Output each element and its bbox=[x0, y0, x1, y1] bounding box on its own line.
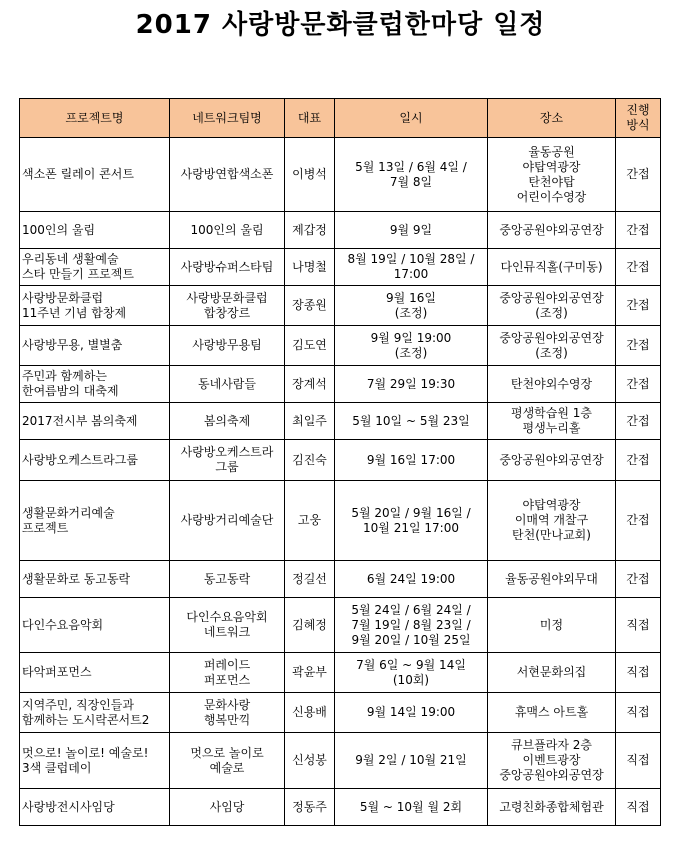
cell-team-text: 사랑방연합색소폰 bbox=[180, 167, 274, 181]
cell-mode bbox=[616, 693, 661, 733]
cell-date-text: 7월 29일 19:30 bbox=[366, 376, 456, 391]
cell-team bbox=[170, 733, 285, 789]
cell-place bbox=[488, 286, 616, 326]
cell-mode bbox=[616, 138, 661, 212]
cell-rep bbox=[285, 789, 335, 826]
cell-mode-text: 직접 bbox=[626, 705, 650, 719]
cell-place-text: 큐브플라자 2층 이벤트광장 중앙공원야외공연장 bbox=[499, 738, 604, 782]
cell-project bbox=[20, 212, 170, 249]
cell-date-text: 9월 9일 19:00 (조정) bbox=[370, 330, 452, 360]
cell-mode-text: 간접 bbox=[626, 513, 650, 527]
cell-team bbox=[170, 440, 285, 481]
header-project: 프로젝트명 bbox=[20, 99, 170, 138]
cell-mode bbox=[616, 286, 661, 326]
cell-team-text: 100인의 울림 bbox=[190, 222, 264, 237]
cell-team bbox=[170, 403, 285, 440]
cell-rep bbox=[285, 212, 335, 249]
cell-project bbox=[20, 693, 170, 733]
cell-team bbox=[170, 653, 285, 693]
cell-rep bbox=[285, 598, 335, 653]
cell-date bbox=[335, 286, 488, 326]
cell-team bbox=[170, 693, 285, 733]
cell-project bbox=[20, 366, 170, 403]
cell-place bbox=[488, 693, 616, 733]
cell-date bbox=[335, 561, 488, 598]
cell-rep-text: 김진숙 bbox=[292, 452, 327, 467]
cell-date-text: 9월 9일 bbox=[389, 222, 433, 237]
cell-place bbox=[488, 440, 616, 481]
cell-place bbox=[488, 212, 616, 249]
cell-mode-text: 간접 bbox=[626, 222, 650, 237]
table-row bbox=[20, 440, 661, 481]
table-row bbox=[20, 212, 661, 249]
cell-date-text: 5월 10일 ~ 5월 23일 bbox=[352, 413, 470, 428]
schedule-table bbox=[19, 98, 661, 826]
cell-date bbox=[335, 403, 488, 440]
cell-project bbox=[20, 326, 170, 366]
cell-rep-text: 나명철 bbox=[292, 259, 327, 274]
cell-mode bbox=[616, 366, 661, 403]
cell-mode-text: 간접 bbox=[626, 376, 650, 391]
cell-team-text: 사랑방무용팀 bbox=[192, 338, 262, 352]
cell-place-text: 다인뮤직홀(구미동) bbox=[500, 259, 603, 274]
cell-mode-text: 간접 bbox=[626, 452, 650, 467]
cell-rep-text: 김혜정 bbox=[292, 617, 327, 632]
cell-rep-text: 제갑정 bbox=[292, 222, 327, 237]
cell-mode bbox=[616, 403, 661, 440]
cell-team-text: 사랑방오케스트라 그룹 bbox=[180, 445, 274, 474]
cell-place-text: 탄천야외수영장 bbox=[510, 376, 593, 391]
cell-place-text: 휴맥스 아트홀 bbox=[514, 705, 589, 719]
cell-date-text: 9월 16일 (조정) bbox=[386, 290, 436, 320]
cell-date-text: 9월 2일 / 10월 21일 bbox=[355, 753, 467, 767]
cell-date bbox=[335, 366, 488, 403]
cell-project-text: 100인의 울림 bbox=[22, 222, 96, 237]
page-title: 2017 사랑방문화클럽한마당 일정 bbox=[135, 10, 546, 40]
cell-place-text: 평생학습원 1층 평생누리홀 bbox=[510, 406, 592, 435]
cell-rep-text: 정동주 bbox=[292, 799, 327, 814]
cell-project-text: 타악퍼포먼스 bbox=[22, 665, 92, 679]
cell-date bbox=[335, 789, 488, 826]
cell-rep bbox=[285, 733, 335, 789]
cell-rep bbox=[285, 403, 335, 440]
cell-place-text: 율동공원야외무대 bbox=[505, 571, 598, 586]
table-row bbox=[20, 693, 661, 733]
cell-rep bbox=[285, 249, 335, 286]
cell-mode bbox=[616, 733, 661, 789]
table-row bbox=[20, 598, 661, 653]
cell-team bbox=[170, 326, 285, 366]
cell-project bbox=[20, 653, 170, 693]
cell-team-text: 동고동락 bbox=[203, 571, 251, 586]
cell-mode-text: 간접 bbox=[626, 338, 650, 352]
table-row bbox=[20, 138, 661, 212]
cell-place bbox=[488, 403, 616, 440]
cell-team-text: 멋으로 놀이로 예술로 bbox=[190, 745, 264, 775]
cell-mode bbox=[616, 598, 661, 653]
header-rep: 대표 bbox=[285, 99, 335, 138]
cell-project-text: 생활문화로 동고동락 bbox=[22, 571, 131, 586]
cell-rep-text: 신성봉 bbox=[292, 753, 327, 767]
cell-project bbox=[20, 481, 170, 561]
cell-mode bbox=[616, 440, 661, 481]
cell-team bbox=[170, 561, 285, 598]
cell-team bbox=[170, 249, 285, 286]
cell-team bbox=[170, 138, 285, 212]
cell-place bbox=[488, 326, 616, 366]
cell-place bbox=[488, 481, 616, 561]
cell-project-text: 지역주민, 직장인들과 함께하는 도시락콘서트2 bbox=[22, 697, 150, 727]
cell-rep bbox=[285, 693, 335, 733]
cell-mode-text: 직접 bbox=[626, 665, 650, 679]
table-row bbox=[20, 403, 661, 440]
cell-place-text: 야탑역광장 이매역 개찰구 탄천(만나교회) bbox=[512, 498, 591, 542]
table-row bbox=[20, 733, 661, 789]
cell-mode-text: 간접 bbox=[626, 167, 650, 181]
cell-team bbox=[170, 366, 285, 403]
cell-project-text: 2017전시부 봄의축제 bbox=[22, 413, 138, 428]
table-row bbox=[20, 326, 661, 366]
cell-place-text: 중앙공원야외공연장 (조정) bbox=[499, 290, 604, 320]
cell-date-text: 6월 24일 19:00 bbox=[366, 571, 456, 586]
cell-team bbox=[170, 212, 285, 249]
cell-mode bbox=[616, 789, 661, 826]
cell-project-text: 우리동네 생활예술 스타 만들기 프로젝트 bbox=[22, 252, 134, 281]
cell-place bbox=[488, 789, 616, 826]
cell-team-text: 다인수요음악회 네트워크 bbox=[186, 610, 268, 639]
cell-mode bbox=[616, 212, 661, 249]
cell-rep bbox=[285, 440, 335, 481]
cell-date bbox=[335, 326, 488, 366]
cell-project-text: 사랑방문화클럽 11주년 기념 합창제 bbox=[22, 290, 127, 320]
cell-mode-text: 직접 bbox=[626, 799, 650, 814]
cell-project-text: 생활문화거리예술 프로젝트 bbox=[22, 505, 115, 535]
cell-project bbox=[20, 403, 170, 440]
cell-place bbox=[488, 561, 616, 598]
cell-date bbox=[335, 598, 488, 653]
cell-rep bbox=[285, 481, 335, 561]
cell-date-text: 5월 20일 / 9월 16일 / 10월 21일 17:00 bbox=[351, 505, 471, 535]
cell-place bbox=[488, 653, 616, 693]
cell-project bbox=[20, 440, 170, 481]
cell-date bbox=[335, 653, 488, 693]
cell-place-text: 미정 bbox=[539, 617, 564, 632]
table-row bbox=[20, 286, 661, 326]
cell-project-text: 사랑방오케스트라그룹 bbox=[22, 452, 138, 467]
cell-rep bbox=[285, 326, 335, 366]
table-row bbox=[20, 481, 661, 561]
cell-project-text: 다인수요음악회 bbox=[22, 617, 104, 632]
cell-mode bbox=[616, 481, 661, 561]
cell-rep bbox=[285, 653, 335, 693]
cell-place bbox=[488, 138, 616, 212]
cell-mode-text: 간접 bbox=[626, 571, 650, 586]
cell-team-text: 사임당 bbox=[209, 799, 245, 814]
cell-team-text: 사랑방슈퍼스타팀 bbox=[180, 259, 274, 274]
cell-team-text: 동네사람들 bbox=[198, 376, 256, 391]
cell-team-text: 봄의축제 bbox=[203, 413, 251, 428]
cell-project-text: 사랑방무용, 별별춤 bbox=[22, 338, 123, 352]
cell-place-text: 고령친화종합체험관 bbox=[499, 799, 604, 814]
cell-team-text: 사랑방문화클럽 합창장르 bbox=[186, 290, 268, 320]
cell-place bbox=[488, 598, 616, 653]
cell-place bbox=[488, 249, 616, 286]
table-row bbox=[20, 561, 661, 598]
cell-project-text: 주민과 함께하는 한여름밤의 대축제 bbox=[22, 369, 119, 398]
cell-team-text: 퍼레이드 퍼포먼스 bbox=[203, 657, 251, 687]
cell-mode-text: 간접 bbox=[626, 259, 650, 274]
header-place: 장소 bbox=[488, 99, 616, 138]
cell-place-text: 서현문화의집 bbox=[516, 665, 587, 679]
cell-rep-text: 이병석 bbox=[292, 167, 327, 181]
cell-project bbox=[20, 249, 170, 286]
cell-mode-text: 간접 bbox=[626, 298, 650, 312]
cell-rep bbox=[285, 366, 335, 403]
cell-project bbox=[20, 733, 170, 789]
cell-date-text: 5월 13일 / 6월 4일 / 7월 8일 bbox=[355, 159, 467, 189]
cell-mode-text: 간접 bbox=[626, 413, 650, 428]
cell-date bbox=[335, 733, 488, 789]
cell-rep-text: 최일주 bbox=[292, 413, 327, 428]
cell-place bbox=[488, 366, 616, 403]
cell-rep-text: 곽윤부 bbox=[292, 665, 327, 679]
cell-date-text: 8월 19일 / 10월 28일 / 17:00 bbox=[347, 252, 475, 281]
cell-rep-text: 김도연 bbox=[292, 338, 327, 352]
cell-date-text: 7월 6일 ~ 9월 14일 (10회) bbox=[356, 657, 466, 687]
cell-rep bbox=[285, 286, 335, 326]
header-team: 네트워크팀명 bbox=[170, 99, 285, 138]
cell-date bbox=[335, 249, 488, 286]
cell-project bbox=[20, 598, 170, 653]
cell-project-text: 사랑방전시사임당 bbox=[22, 799, 115, 814]
table-row bbox=[20, 366, 661, 403]
cell-team-text: 문화사랑 행복만끽 bbox=[203, 697, 251, 727]
cell-place-text: 중앙공원야외공연장 (조정) bbox=[499, 330, 604, 360]
cell-rep bbox=[285, 138, 335, 212]
cell-place-text: 율동공원 야탑역광장 탄천야탑 어린이수영장 bbox=[516, 144, 587, 204]
cell-rep-text: 고웅 bbox=[297, 513, 322, 527]
cell-rep-text: 장종원 bbox=[292, 298, 327, 312]
cell-date bbox=[335, 440, 488, 481]
table-row bbox=[20, 653, 661, 693]
cell-mode-text: 직접 bbox=[626, 753, 650, 767]
cell-rep-text: 신용배 bbox=[292, 705, 327, 719]
cell-project-text: 멋으로! 놀이로! 예술로! 3색 클럽데이 bbox=[22, 745, 149, 775]
cell-rep-text: 정길선 bbox=[292, 571, 327, 586]
cell-place-text: 중앙공원야외공연장 bbox=[499, 222, 604, 237]
cell-project bbox=[20, 286, 170, 326]
cell-date bbox=[335, 481, 488, 561]
cell-team bbox=[170, 598, 285, 653]
table-row bbox=[20, 249, 661, 286]
cell-date bbox=[335, 212, 488, 249]
cell-date-text: 9월 16일 17:00 bbox=[366, 452, 456, 467]
cell-team bbox=[170, 789, 285, 826]
header-mode: 진행 방식 bbox=[616, 99, 661, 138]
cell-date bbox=[335, 138, 488, 212]
cell-mode bbox=[616, 249, 661, 286]
cell-team-text: 사랑방거리예술단 bbox=[180, 513, 274, 527]
cell-mode-text: 직접 bbox=[626, 617, 650, 632]
cell-place-text: 중앙공원야외공연장 bbox=[499, 452, 604, 467]
cell-team bbox=[170, 481, 285, 561]
header-date: 일시 bbox=[335, 99, 488, 138]
cell-team bbox=[170, 286, 285, 326]
cell-mode bbox=[616, 653, 661, 693]
cell-place bbox=[488, 733, 616, 789]
cell-date bbox=[335, 693, 488, 733]
cell-mode bbox=[616, 561, 661, 598]
table-row bbox=[20, 789, 661, 826]
cell-project bbox=[20, 789, 170, 826]
cell-project-text: 색소폰 릴레이 콘서트 bbox=[22, 167, 134, 181]
cell-date-text: 9월 14일 19:00 bbox=[366, 705, 456, 719]
cell-date-text: 5월 24일 / 6월 24일 / 7월 19일 / 8월 23일 / 9월 20일 / 10월 25일 bbox=[351, 602, 471, 647]
table-header-row bbox=[20, 99, 661, 138]
cell-project bbox=[20, 138, 170, 212]
cell-rep-text: 장계석 bbox=[292, 376, 327, 391]
cell-rep bbox=[285, 561, 335, 598]
cell-date-text: 5월 ~ 10월 월 2회 bbox=[359, 799, 463, 814]
cell-project bbox=[20, 561, 170, 598]
cell-mode bbox=[616, 326, 661, 366]
